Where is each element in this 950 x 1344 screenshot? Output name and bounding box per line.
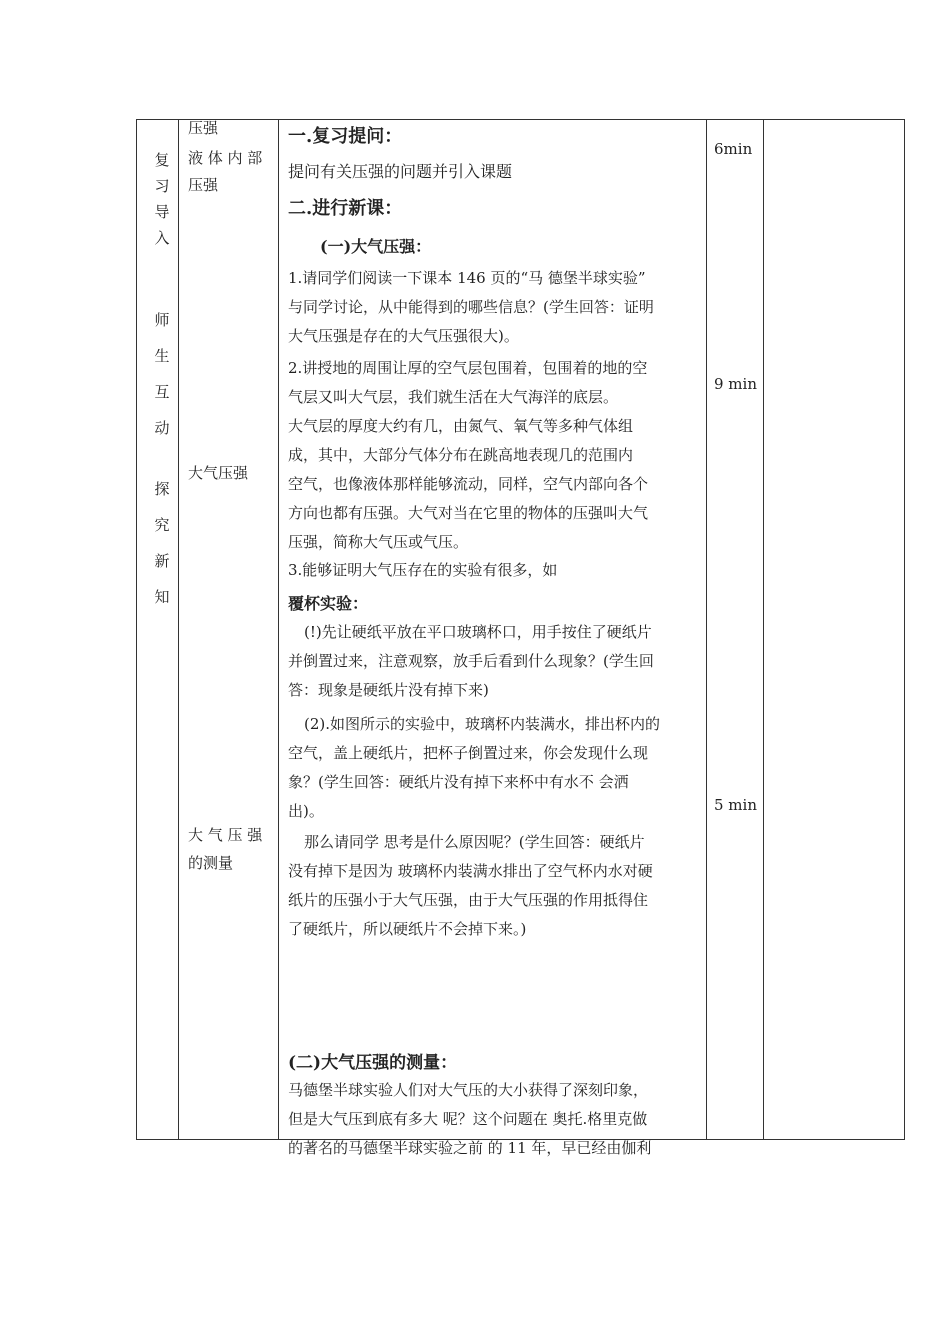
stage-char: 互 — [154, 383, 170, 401]
sub2-heading: (二)大气压强的测量： — [288, 1053, 458, 1073]
text-line: (2).如图所示的实验中，玻璃杯内装满水，排出杯内的 — [304, 715, 661, 733]
text-line: 2.讲授地的周围让厚的空气层包围着，包围着的地的空 — [288, 359, 648, 377]
text-line: 压强，简称大气压或气压。 — [288, 533, 469, 551]
text-line: 答：现象是硬纸片没有掉下来) — [288, 681, 489, 699]
text-line: 出)。 — [288, 802, 324, 820]
stage-char: 动 — [154, 419, 170, 437]
stage-char: 究 — [154, 516, 170, 534]
experiment-step-1 — [288, 618, 700, 705]
text-line: 大气层的厚度大约有几，由氮气、氧气等多种气体组 — [288, 417, 634, 435]
topic-pressure: 压强 — [188, 119, 219, 137]
question-paragraph — [288, 828, 700, 944]
topic-atmospheric-pressure: 大气压强 — [188, 464, 249, 482]
text-line: 并倒置过来，注意观察，放手后看到什么现象？(学生回 — [288, 652, 654, 670]
review-line: 提问有关压强的问题并引入课题 — [288, 162, 513, 181]
time-measurement: 5 min — [714, 796, 757, 814]
stage-char: 新 — [154, 552, 170, 570]
stage-explore — [152, 482, 172, 626]
measurement-paragraph — [288, 1076, 700, 1163]
column-divider-3 — [706, 119, 707, 1140]
topic-pressure-2: 压强 — [188, 176, 219, 194]
time-review: 6min — [714, 140, 753, 158]
text-line: 1.请同学们阅读一下课本 146 页的“马 德堡半球实验” — [288, 269, 646, 287]
stage-char: 入 — [154, 229, 170, 247]
text-line: 象？(学生回答：硬纸片没有掉下来杯中有水不 会洒 — [288, 773, 629, 791]
text-line: 纸片的压强小于大气压强，由于大气压强的作用抵得住 — [288, 891, 649, 909]
text-line: 那么请同学 思考是什么原因呢？(学生回答：硬纸片 — [304, 833, 645, 851]
stage-char: 习 — [154, 177, 170, 195]
text-line: 马德堡半球实验人们对大气压的大小获得了深刻印象， — [288, 1081, 649, 1099]
topic-measurement-1: 大 气 压 强 — [188, 826, 263, 844]
paragraph-2 — [288, 354, 700, 557]
stage-char: 生 — [154, 347, 170, 365]
table-left-border — [136, 119, 137, 1140]
topic-measurement-2: 的测量 — [188, 854, 234, 872]
stage-char: 知 — [154, 588, 170, 606]
text-line: 方向也都有压强。大气对当在它里的物体的压强叫大气 — [288, 504, 649, 522]
table-right-border — [904, 119, 905, 1140]
text-line: 气层又叫大气层，我们就生活在大气海洋的底层。 — [288, 388, 619, 406]
column-divider-1 — [178, 119, 179, 1140]
new-lesson-heading: 二.进行新课： — [288, 198, 403, 219]
text-line: 3.能够证明大气压存在的实验有很多，如 — [288, 561, 558, 579]
topic-liquid-pressure: 液 体 内 部 — [188, 149, 263, 167]
experiment-heading: 覆杯实验： — [288, 594, 369, 613]
table-top-border — [136, 119, 905, 120]
review-heading: 一.复习提问： — [288, 126, 403, 147]
text-line: 成，其中，大部分气体分布在跳高地表现几的范围内 — [288, 446, 634, 464]
text-line: 与同学讨论，从中能得到的哪些信息？(学生回答：证明 — [288, 298, 654, 316]
time-atmospheric: 9 min — [714, 375, 757, 393]
text-line: 但是大气压到底有多大 呢？这个问题在 奥托.格里克做 — [288, 1110, 648, 1128]
text-line: 没有掉下是因为 玻璃杯内装满水排出了空气杯内水对硬 — [288, 862, 653, 880]
experiment-step-2 — [288, 710, 700, 826]
text-line: 了硬纸片，所以硬纸片不会掉下来。) — [288, 920, 527, 938]
stage-char: 导 — [154, 203, 170, 221]
text-line: 的著名的马德堡半球实验之前 的 11 年，早已经由伽利 — [288, 1139, 652, 1157]
text-line: (!)先让硬纸平放在平口玻璃杯口，用手按住了硬纸片 — [304, 623, 652, 641]
stage-interaction — [152, 313, 172, 457]
text-line: 空气，也像液体那样能够流动，同样，空气内部向各个 — [288, 475, 649, 493]
paragraph-1 — [288, 264, 700, 351]
column-divider-2 — [278, 119, 279, 1140]
stage-char: 探 — [154, 480, 170, 498]
column-divider-4 — [763, 119, 764, 1140]
text-line: 空气，盖上硬纸片，把杯子倒置过来，你会发现什么现 — [288, 744, 649, 762]
paragraph-3 — [288, 556, 700, 585]
stage-review-intro — [152, 153, 172, 257]
sub1-heading: (一)大气压强： — [320, 237, 432, 256]
stage-char: 复 — [154, 151, 170, 169]
stage-char: 师 — [154, 311, 170, 329]
text-line: 大气压强是存在的大气压强很大)。 — [288, 327, 519, 345]
